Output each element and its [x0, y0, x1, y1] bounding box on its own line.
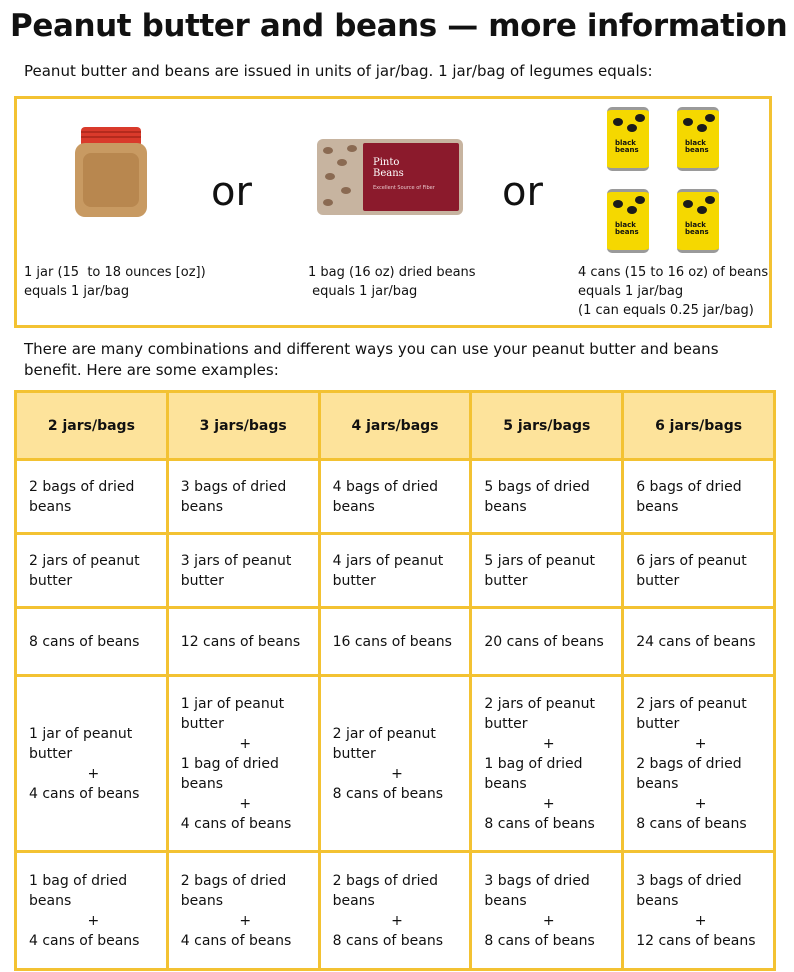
black-beans-can-icon [607, 107, 649, 171]
black-beans-can-icon [677, 107, 719, 171]
cell-text: 2 bags of dried beans [180, 872, 287, 909]
table-cell [471, 852, 623, 970]
cell-text: 1 jar of peanut butter [29, 725, 133, 762]
plus-sign: + [542, 795, 555, 812]
cell-text: 8 cans of beans [484, 932, 595, 949]
plus-sign: + [239, 795, 252, 812]
can-label: black beans [615, 221, 639, 236]
table-cell [623, 608, 775, 676]
plus-sign: + [542, 912, 555, 929]
table-cell [16, 608, 168, 676]
cell-text: 2 jars of peanut butter [484, 695, 595, 732]
bag-sublabel: Excellent Source of Fiber [373, 185, 435, 191]
table-row [16, 534, 775, 608]
table-cell [623, 534, 775, 608]
plus-sign: + [87, 765, 100, 782]
column-header: 3 jars/bags [167, 392, 319, 460]
table-cell [167, 676, 319, 852]
table-cell [623, 852, 775, 970]
table-cell [167, 534, 319, 608]
table-cell [16, 676, 168, 852]
table-cell [167, 852, 319, 970]
cell-text: 1 bag of dried beans [484, 755, 583, 792]
cell-text: 16 cans of beans [332, 633, 452, 650]
plus-sign: + [542, 735, 555, 752]
combinations-table [14, 390, 776, 971]
column-header: 5 jars/bags [471, 392, 623, 460]
can-label: black beans [685, 221, 709, 236]
table-cell [623, 460, 775, 534]
table-cell [167, 460, 319, 534]
table-row [16, 608, 775, 676]
cell-text: 1 bag of dried beans [180, 755, 279, 792]
or-label: or [502, 169, 543, 215]
plus-sign: + [239, 912, 252, 929]
peanut-butter-jar-icon [75, 127, 147, 217]
cell-text: 2 bags of dried beans [636, 755, 742, 792]
plus-sign: + [694, 735, 707, 752]
cell-text: 5 bags of dried beans [484, 478, 590, 515]
table-cell [16, 460, 168, 534]
can-label: black beans [685, 139, 709, 154]
cell-text: 6 jars of peanut butter [636, 552, 747, 589]
plus-sign: + [239, 735, 252, 752]
cell-text: 3 bags of dried beans [484, 872, 590, 909]
cell-text: 2 jars of peanut butter [29, 552, 140, 589]
page-title: Peanut butter and beans — more information [10, 8, 788, 44]
table-cell [16, 852, 168, 970]
cell-text: 3 jars of peanut butter [180, 552, 292, 589]
intro-text: Peanut butter and beans are issued in units of jar/bag. 1 jar/bag of legumes equals: [24, 62, 653, 80]
can-label: black beans [615, 139, 639, 154]
cell-text: 2 bags of dried beans [29, 478, 135, 515]
or-label: or [211, 169, 252, 215]
table-row [16, 852, 775, 970]
black-beans-can-icon [607, 189, 649, 253]
cell-text: 4 cans of beans [29, 932, 140, 949]
plus-sign: + [391, 765, 403, 782]
cans-caption: 4 cans (15 to 16 oz) of beans equals 1 jar/bag (1 can equals 0.25 jar/bag) [578, 265, 769, 318]
table-row [16, 676, 775, 852]
plus-sign: + [694, 912, 707, 929]
table-cell [471, 534, 623, 608]
black-beans-can-icon [677, 189, 719, 253]
cell-text: 8 cans of beans [636, 815, 747, 832]
cell-text: 3 bags of dried beans [636, 872, 742, 909]
cell-text: 20 cans of beans [484, 633, 604, 650]
table-row [16, 460, 775, 534]
table-cell [471, 608, 623, 676]
cell-text: 8 cans of beans [332, 932, 444, 949]
pinto-beans-bag-icon [317, 139, 463, 215]
cell-text: 1 bag of dried beans [29, 872, 128, 909]
cell-text: 4 cans of beans [29, 785, 140, 802]
column-header: 6 jars/bags [623, 392, 775, 460]
table-cell [16, 534, 168, 608]
cell-text: 24 cans of beans [636, 633, 756, 650]
table-cell [319, 534, 471, 608]
cell-text: 2 jars of peanut butter [636, 695, 747, 732]
table-cell [471, 676, 623, 852]
table-cell [623, 676, 775, 852]
cell-text: 4 cans of beans [180, 815, 292, 832]
cell-text: 12 cans of beans [180, 633, 301, 650]
column-header: 2 jars/bags [16, 392, 168, 460]
cell-text: 8 cans of beans [332, 785, 444, 802]
column-header: 4 jars/bags [319, 392, 471, 460]
table-cell [319, 676, 471, 852]
table-header-row [16, 392, 775, 460]
jar-caption: 1 jar (15 to 18 ounces [oz]) equals 1 jar/bag [24, 265, 206, 299]
table-cell [319, 852, 471, 970]
cell-text: 1 jar of peanut butter [180, 695, 285, 732]
plus-sign: + [694, 795, 707, 812]
cell-text: 2 bags of dried beans [332, 872, 439, 909]
table-cell [167, 608, 319, 676]
bag-caption: 1 bag (16 oz) dried beans equals 1 jar/bag [308, 265, 476, 299]
table-cell [319, 608, 471, 676]
table-cell [319, 460, 471, 534]
cell-text: 4 jars of peanut butter [332, 552, 444, 589]
cell-text: 6 bags of dried beans [636, 478, 742, 515]
cell-text: 3 bags of dried beans [180, 478, 287, 515]
cell-text: 8 cans of beans [484, 815, 595, 832]
plus-sign: + [391, 912, 403, 929]
cell-text: 4 cans of beans [180, 932, 292, 949]
cell-text: 8 cans of beans [29, 633, 140, 650]
cell-text: 5 jars of peanut butter [484, 552, 595, 589]
cell-text: 2 jar of peanut butter [332, 725, 436, 762]
combinations-intro: There are many combinations and different ways you can use your peanut butter and beans benefit. Here are some examples: [24, 340, 719, 379]
plus-sign: + [87, 912, 100, 929]
table-cell [471, 460, 623, 534]
equivalents-panel [14, 96, 772, 328]
bag-label: Pinto Beans [373, 157, 404, 179]
cell-text: 12 cans of beans [636, 932, 756, 949]
cell-text: 4 bags of dried beans [332, 478, 439, 515]
